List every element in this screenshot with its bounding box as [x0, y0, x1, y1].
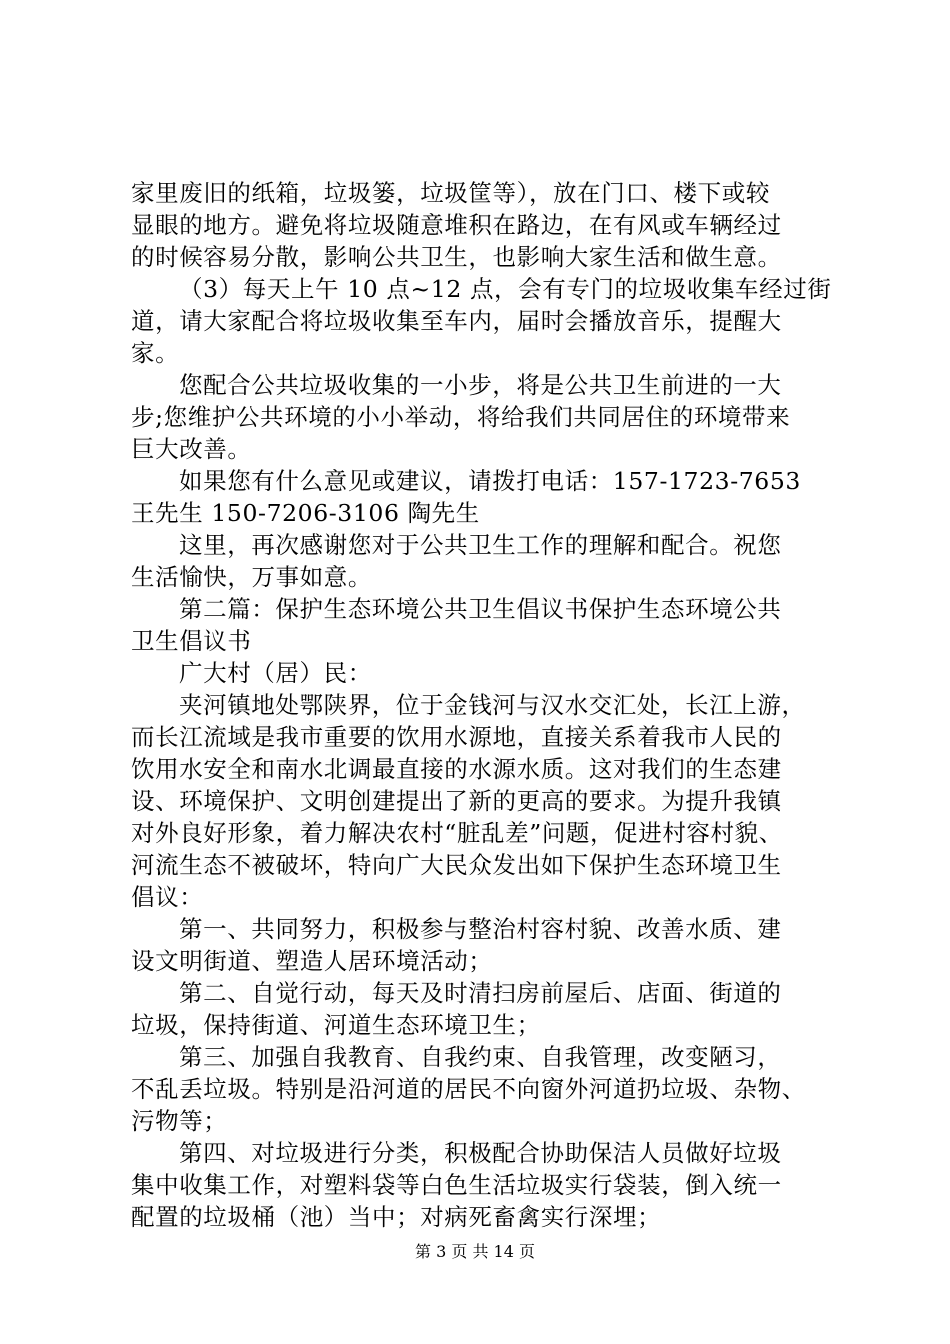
text-line: 饮用水安全和南水北调最直接的水源水质。这对我们的生态建 [131, 755, 782, 783]
text-line: 王先生 150-7206-3106 陶先生 [131, 499, 480, 527]
text-line: 家。 [131, 339, 180, 367]
text-line: 的时候容易分散，影响公共卫生，也影响大家生活和做生意。 [131, 243, 782, 271]
text-line: 第二、自觉行动，每天及时清扫房前屋后、店面、街道的 [179, 979, 782, 1007]
page-number-footer: 第 3 页 共 14 页 [415, 1242, 535, 1261]
text-line: 家里废旧的纸箱，垃圾篓，垃圾筐等），放在门口、楼下或较 [131, 179, 770, 207]
text-line: 不乱丢垃圾。特别是沿河道的居民不向窗外河道扔垃圾、杂物、 [131, 1075, 806, 1103]
text-line: 设、环境保护、文明创建提出了新的更高的要求。为提升我镇 [131, 787, 782, 815]
text-line: 配置的垃圾桶（池）当中；对病死畜禽实行深埋； [131, 1203, 662, 1231]
text-line: 显眼的地方。避免将垃圾随意堆积在路边，在有风或车辆经过 [131, 211, 782, 239]
text-line: 这里，再次感谢您对于公共卫生工作的理解和配合。祝您 [179, 531, 782, 559]
text-line: 第四、对垃圾进行分类，积极配合协助保洁人员做好垃圾 [179, 1139, 782, 1167]
text-line: 河流生态不被破坏，特向广大民众发出如下保护生态环境卫生 [131, 851, 782, 879]
text-line: 夹河镇地处鄂陕界，位于金钱河与汉水交汇处，长江上游， [179, 691, 806, 719]
text-line: 对外良好形象，着力解决农村“脏乱差”问题，促进村容村貌、 [131, 819, 783, 847]
section-heading-line: 第二篇：保护生态环境公共卫生倡议书保护生态环境公共 [179, 595, 782, 623]
text-line: 倡议： [131, 883, 204, 911]
text-line: 污物等； [131, 1107, 228, 1135]
text-line: 第一、共同努力，积极参与整治村容村貌、改善水质、建 [179, 915, 782, 943]
text-line: 集中收集工作，对塑料袋等白色生活垃圾实行袋装，倒入统一 [131, 1171, 782, 1199]
text-line: （3）每天上午 10 点~12 点，会有专门的垃圾收集车经过街 [179, 275, 832, 303]
text-line: 第三、加强自我教育、自我约束、自我管理，改变陋习， [179, 1043, 782, 1071]
text-line: 如果您有什么意见或建议，请拨打电话：157-1723-7653 [179, 467, 801, 495]
text-line: 垃圾，保持街道、河道生态环境卫生； [131, 1011, 541, 1039]
section-heading-line: 卫生倡议书 [131, 627, 252, 655]
text-line: 您配合公共垃圾收集的一小步，将是公共卫生前进的一大 [179, 371, 782, 399]
text-line: 而长江流域是我市重要的饮用水源地，直接关系着我市人民的 [131, 723, 782, 751]
text-line: 步;您维护公共环境的小小举动，将给我们共同居住的环境带来 [131, 403, 791, 431]
salutation-line: 广大村（居）民： [179, 659, 372, 687]
text-line: 设文明街道、塑造人居环境活动； [131, 947, 493, 975]
text-line: 生活愉快，万事如意。 [131, 563, 372, 591]
text-line: 道，请大家配合将垃圾收集至车内，届时会播放音乐，提醒大 [131, 307, 782, 335]
text-line: 巨大改善。 [131, 435, 252, 463]
